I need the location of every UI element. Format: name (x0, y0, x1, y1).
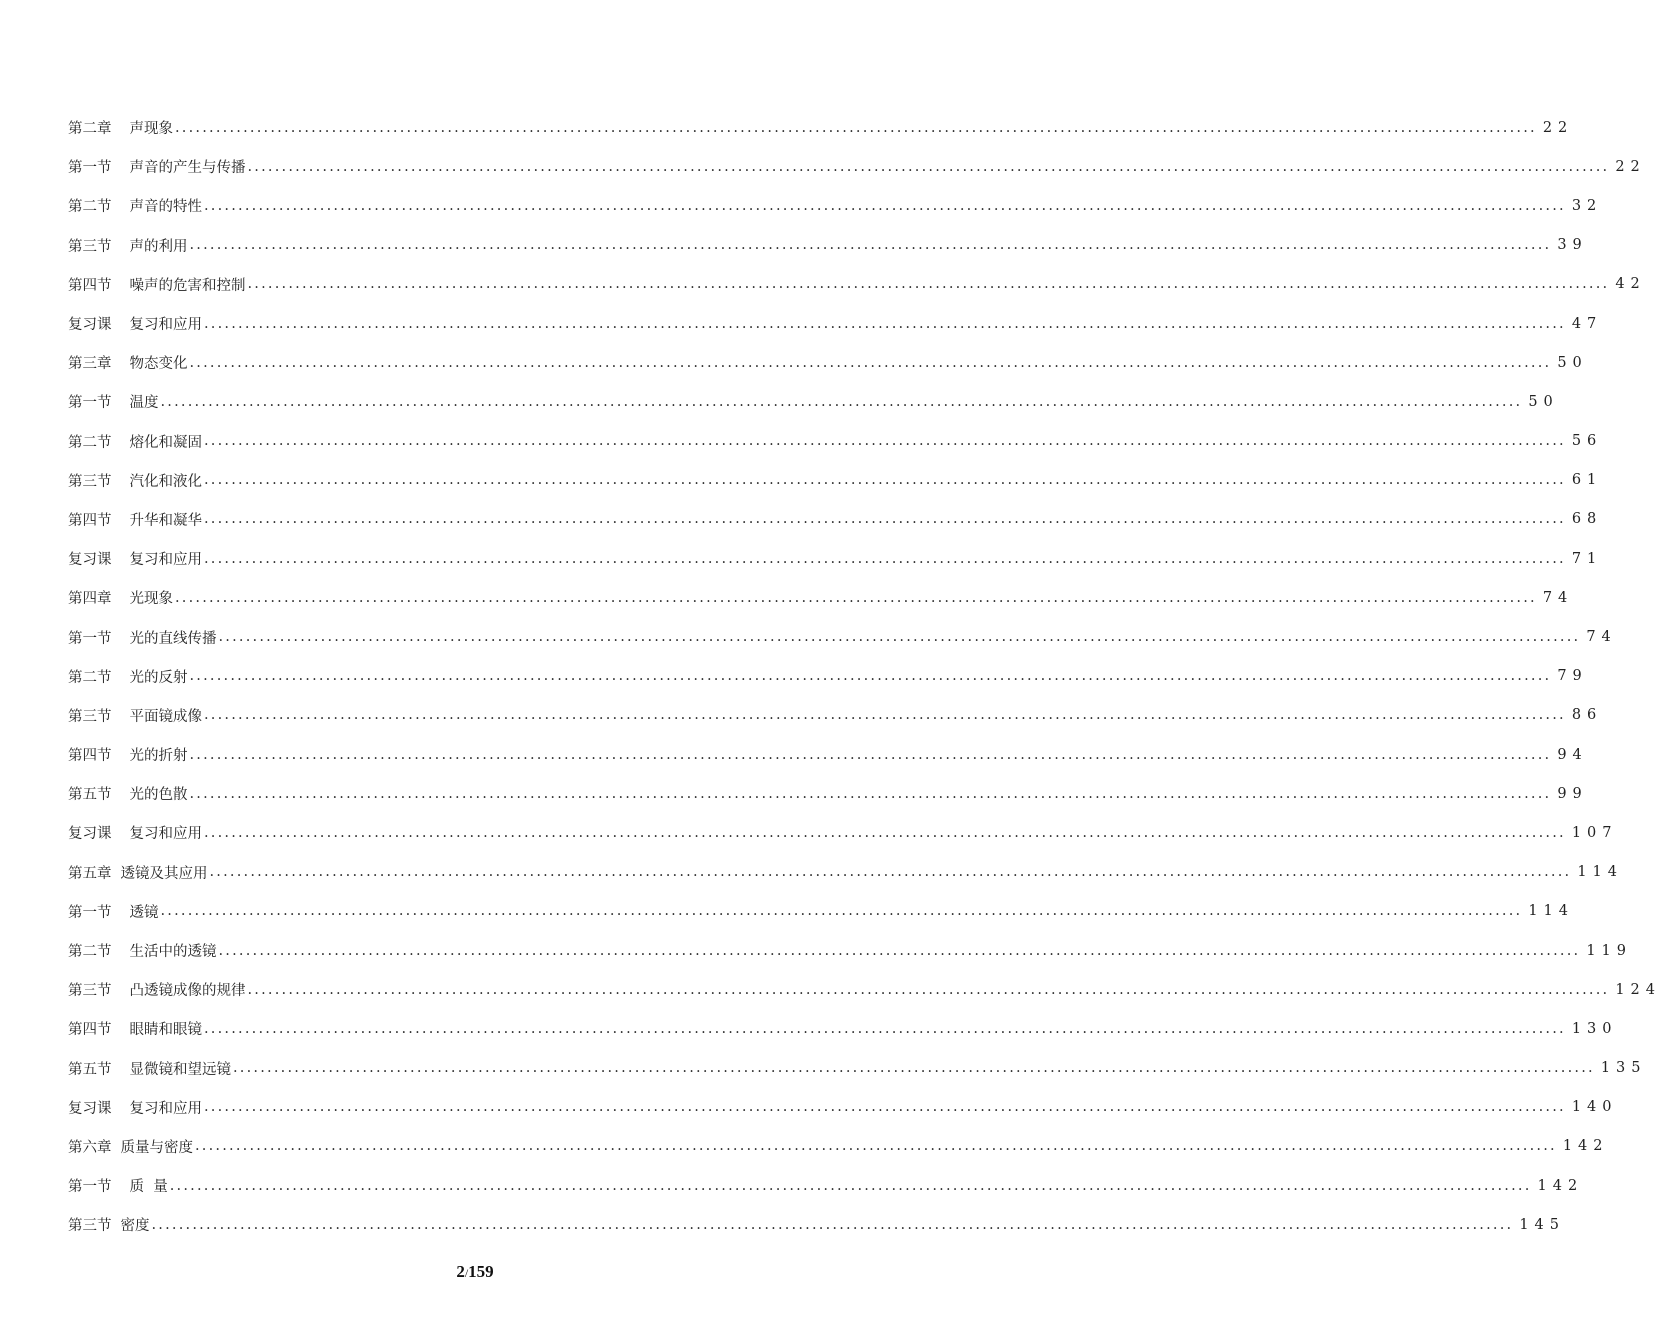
toc-entry-label (68, 195, 202, 216)
toc-entry-page: 39 (1557, 237, 1588, 254)
toc-entry-page: 142 (1537, 1177, 1584, 1194)
toc-entry[interactable] (68, 813, 1618, 852)
toc-entry-title: 光的色散 (129, 787, 188, 804)
toc-entry-page: 50 (1528, 393, 1559, 410)
toc-entry-title: 复习和应用 (129, 317, 202, 334)
toc-entry-title: 复习和应用 (129, 1100, 202, 1117)
toc-entry[interactable] (68, 108, 1574, 147)
toc-entry[interactable] (68, 265, 1646, 304)
toc-entry-title: 显微镜和望远镜 (129, 1061, 231, 1078)
toc-dot-leader: ........................................................................................................................................................................................................ (209, 864, 1572, 881)
toc-entry-page: 47 (1571, 315, 1603, 332)
toc-entry-title: 透镜及其应用 (120, 865, 208, 882)
toc-entry-number: 第三章 (68, 356, 112, 373)
toc-entry[interactable] (68, 1205, 1566, 1244)
toc-entry[interactable] (68, 892, 1575, 931)
toc-entry-page: 142 (1562, 1138, 1609, 1155)
toc-entry-page: 79 (1557, 668, 1588, 685)
toc-entry-label (68, 431, 202, 452)
toc-entry-number: 第二节 (68, 944, 112, 961)
toc-dot-leader: ........................................................................................................................................................................................................ (247, 276, 1610, 293)
toc-entry-title: 光的折射 (129, 748, 188, 765)
toc-entry[interactable] (68, 186, 1603, 225)
toc-entry-label (68, 235, 188, 256)
toc-dot-leader: ........................................................................................................................................................................................................ (204, 824, 1566, 841)
toc-entry[interactable] (68, 147, 1646, 186)
toc-entry[interactable] (68, 422, 1603, 461)
toc-entry-number: 第三节 (68, 983, 112, 1000)
toc-entry-number: 复习课 (68, 1100, 112, 1117)
toc-entry-page: 94 (1557, 746, 1588, 763)
toc-entry[interactable] (68, 382, 1559, 421)
toc-entry-number: 第三节 (68, 473, 112, 490)
toc-dot-leader: ........................................................................................................................................................................................................ (189, 785, 1552, 802)
toc-entry-label (68, 1058, 231, 1079)
toc-entry-title: 生活中的透镜 (129, 944, 217, 961)
toc-entry-page: 99 (1557, 785, 1588, 802)
toc-entry-number: 第三节 (68, 1218, 112, 1235)
toc-entry-label (68, 666, 188, 687)
toc-entry-page: 68 (1571, 511, 1603, 528)
toc-entry-label (68, 705, 202, 726)
toc-dot-leader: ........................................................................................................................................................................................................ (233, 1060, 1595, 1077)
toc-dot-leader: ........................................................................................................................................................................................................ (204, 1099, 1566, 1116)
toc-dot-leader: ........................................................................................................................................................................................................ (160, 393, 1523, 410)
toc-entry[interactable] (68, 774, 1588, 813)
toc-entry[interactable] (68, 578, 1574, 617)
toc-entry-page: 22 (1615, 158, 1646, 175)
toc-dot-leader: ........................................................................................................................................................................................................ (160, 903, 1523, 920)
toc-dot-leader: ........................................................................................................................................................................................................ (204, 511, 1566, 528)
toc-entry-title: 声音的特性 (129, 199, 202, 216)
toc-entry-title: 复习和应用 (129, 552, 202, 569)
toc-entry-label (68, 783, 188, 804)
toc-entry-number: 第一节 (68, 904, 112, 921)
toc-entry-title: 物态变化 (129, 356, 188, 373)
toc-entry-label (68, 509, 202, 530)
toc-entry-number: 第二章 (68, 121, 112, 138)
toc-entry[interactable] (68, 539, 1603, 578)
toc-entry[interactable] (68, 1127, 1609, 1166)
toc-entry-number: 第二节 (68, 434, 112, 451)
toc-dot-leader: ........................................................................................................................................................................................................ (195, 1138, 1557, 1155)
toc-entry-label (68, 1214, 150, 1235)
toc-entry-title: 温度 (129, 395, 159, 412)
toc-entry-page: 145 (1519, 1216, 1566, 1233)
page-separator: / (464, 1266, 469, 1280)
toc-dot-leader: ........................................................................................................................................................................................................ (204, 197, 1566, 214)
toc-entry[interactable] (68, 931, 1633, 970)
toc-entry-title: 复习和应用 (129, 826, 202, 843)
toc-entry-number: 第五节 (68, 787, 112, 804)
toc-entry-number: 第四节 (68, 1022, 112, 1039)
toc-entry-label (68, 156, 246, 177)
toc-dot-leader: ........................................................................................................................................................................................................ (204, 1020, 1566, 1037)
toc-entry-label (68, 274, 246, 295)
toc-entry-label (68, 940, 217, 961)
toc-entry[interactable] (68, 735, 1588, 774)
toc-entry-number: 第一节 (68, 630, 112, 647)
toc-entry-title: 质 量 (129, 1179, 168, 1196)
toc-entry-number: 第一节 (68, 160, 112, 177)
toc-entry[interactable] (68, 853, 1624, 892)
toc-entry[interactable] (68, 657, 1588, 696)
toc-dot-leader: ........................................................................................................................................................................................................ (204, 315, 1566, 332)
toc-entry[interactable] (68, 500, 1603, 539)
toc-entry[interactable] (68, 343, 1588, 382)
toc-entry-label (68, 1097, 202, 1118)
toc-entry-title: 平面镜成像 (129, 708, 202, 725)
toc-entry-number: 复习课 (68, 317, 112, 334)
toc-entry-page: 32 (1571, 197, 1603, 214)
toc-entry-page: 140 (1571, 1099, 1618, 1116)
toc-entry-title: 光的直线传播 (129, 630, 217, 647)
toc-entry-label (68, 587, 173, 608)
toc-entry[interactable] (68, 1166, 1584, 1205)
toc-entry-page: 56 (1571, 433, 1603, 450)
toc-entry-label (68, 548, 202, 569)
toc-entry-title: 升华和凝华 (129, 512, 202, 529)
toc-entry-title: 声音的产生与传播 (129, 160, 246, 177)
toc-entry-label (68, 470, 202, 491)
toc-dot-leader: ........................................................................................................................................................................................................ (247, 158, 1610, 175)
toc-dot-leader: ........................................................................................................................................................................................................ (189, 746, 1552, 763)
toc-entry-number: 第五章 (68, 865, 112, 882)
toc-entry-page: 130 (1571, 1020, 1618, 1037)
toc-entry-page: 42 (1615, 276, 1646, 293)
toc-entry-title: 凸透镜成像的规律 (129, 983, 246, 1000)
toc-dot-leader: ........................................................................................................................................................................................................ (204, 550, 1566, 567)
toc-entry-label (68, 979, 246, 1000)
toc-entry-page: 114 (1577, 864, 1624, 881)
toc-entry-number: 第一节 (68, 1179, 112, 1196)
toc-entry-label (68, 1136, 193, 1157)
toc-entry-label (68, 1018, 202, 1039)
toc-entry-title: 噪声的危害和控制 (129, 277, 246, 294)
toc-entry-page: 119 (1586, 942, 1633, 959)
toc-dot-leader: ........................................................................................................................................................................................................ (189, 354, 1552, 371)
toc-entry-title: 熔化和凝固 (129, 434, 202, 451)
current-page: 2 (456, 1262, 465, 1281)
toc-dot-leader: ........................................................................................................................................................................................................ (189, 237, 1552, 254)
toc-entry-page: 135 (1600, 1060, 1647, 1077)
toc-entry-page: 71 (1571, 550, 1603, 567)
toc-dot-leader: ........................................................................................................................................................................................................ (204, 433, 1566, 450)
toc-entry-number: 复习课 (68, 826, 112, 843)
toc-entry[interactable] (68, 461, 1603, 500)
table-of-contents (68, 108, 1661, 1244)
toc-entry-page: 61 (1571, 472, 1603, 489)
toc-entry-number: 第一节 (68, 395, 112, 412)
toc-entry-label (68, 627, 217, 648)
toc-dot-leader: ........................................................................................................................................................................................................ (151, 1216, 1514, 1233)
toc-entry-label (68, 822, 202, 843)
toc-entry[interactable] (68, 1009, 1618, 1048)
toc-entry-number: 第四节 (68, 748, 112, 765)
toc-dot-leader: ........................................................................................................................................................................................................ (204, 707, 1566, 724)
toc-entry-page: 86 (1571, 707, 1603, 724)
toc-entry-page: 107 (1571, 824, 1618, 841)
toc-entry[interactable] (68, 304, 1603, 343)
toc-entry[interactable] (68, 1049, 1647, 1088)
toc-entry-number: 第四节 (68, 277, 112, 294)
toc-entry-title: 光现象 (129, 591, 173, 608)
toc-entry-page: 114 (1528, 903, 1575, 920)
toc-entry-number: 第二节 (68, 199, 112, 216)
toc-entry-title: 光的反射 (129, 669, 188, 686)
toc-entry-label (68, 117, 173, 138)
toc-entry-label (68, 901, 159, 922)
toc-entry-label (68, 352, 188, 373)
toc-entry-number: 第三节 (68, 708, 112, 725)
toc-entry-title: 质量与密度 (120, 1139, 193, 1156)
toc-entry-page: 50 (1557, 354, 1588, 371)
toc-entry-title: 透镜 (129, 904, 159, 921)
toc-entry-number: 第四章 (68, 591, 112, 608)
toc-entry[interactable] (68, 226, 1588, 265)
toc-entry-label (68, 391, 159, 412)
toc-entry-title: 汽化和液化 (129, 473, 202, 490)
toc-dot-leader: ........................................................................................................................................................................................................ (169, 1177, 1532, 1194)
toc-entry-title: 密度 (120, 1218, 150, 1235)
toc-entry-page: 74 (1586, 629, 1617, 646)
toc-entry[interactable] (68, 1088, 1618, 1127)
toc-entry[interactable] (68, 970, 1661, 1009)
toc-dot-leader: ........................................................................................................................................................................................................ (218, 942, 1581, 959)
toc-entry-title: 声现象 (129, 121, 173, 138)
page-number (0, 1262, 950, 1282)
toc-entry-label (68, 1175, 168, 1196)
toc-dot-leader: ........................................................................................................................................................................................................ (204, 472, 1566, 489)
toc-dot-leader: ........................................................................................................................................................................................................ (218, 629, 1581, 646)
toc-entry[interactable] (68, 617, 1617, 656)
toc-entry-number: 复习课 (68, 552, 112, 569)
toc-dot-leader: ........................................................................................................................................................................................................ (175, 589, 1537, 606)
toc-entry-number: 第六章 (68, 1139, 112, 1156)
toc-dot-leader: ........................................................................................................................................................................................................ (247, 981, 1610, 998)
toc-entry-label (68, 744, 188, 765)
total-pages: 159 (468, 1262, 494, 1281)
toc-entry-label (68, 313, 202, 334)
toc-entry-title: 眼睛和眼镜 (129, 1022, 202, 1039)
toc-entry-title: 声的利用 (129, 238, 188, 255)
toc-entry-label (68, 862, 208, 883)
toc-entry-number: 第四节 (68, 512, 112, 529)
toc-entry-number: 第五节 (68, 1061, 112, 1078)
toc-entry-number: 第二节 (68, 669, 112, 686)
toc-entry-page: 74 (1542, 589, 1574, 606)
toc-dot-leader: ........................................................................................................................................................................................................ (175, 119, 1537, 136)
toc-entry-page: 22 (1542, 119, 1574, 136)
toc-entry-number: 第三节 (68, 238, 112, 255)
toc-entry-page: 124 (1615, 981, 1661, 998)
toc-dot-leader: ........................................................................................................................................................................................................ (189, 668, 1552, 685)
toc-entry[interactable] (68, 696, 1603, 735)
